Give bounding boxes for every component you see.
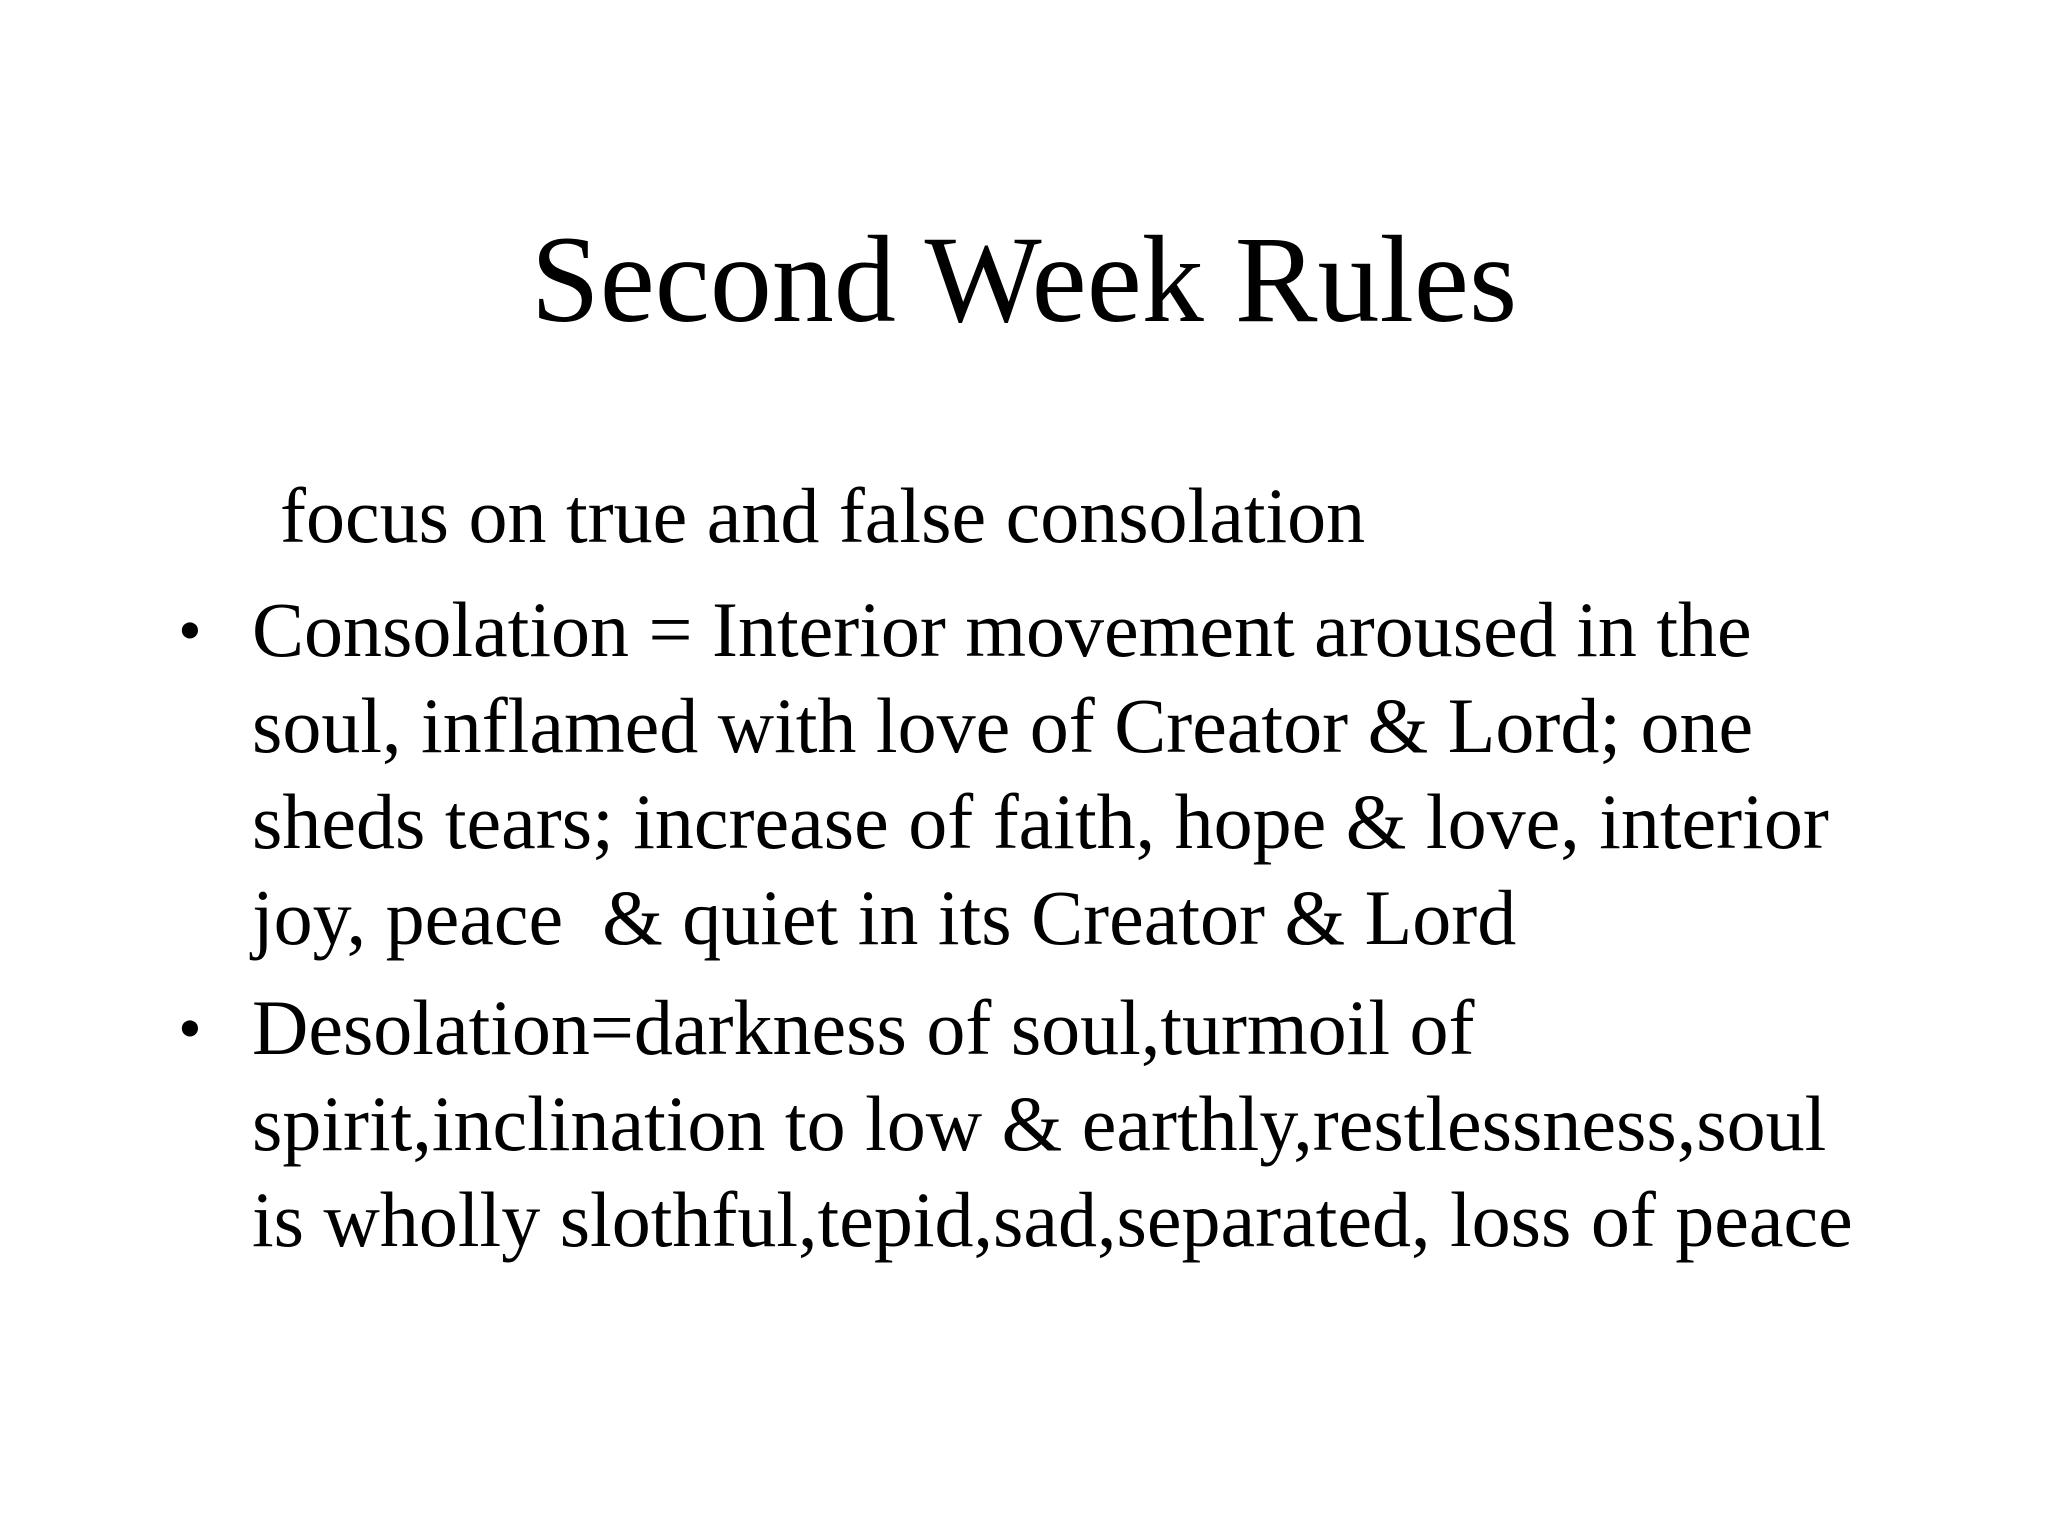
bullet-list [170,582,1890,1268]
bullet-text: Desolation=darkness of soul,turmoil of spirit,inclination to low & earthly,restlessness,soul is wholly slothful,tepid,sad,separated, loss of peace [252,984,1853,1263]
bullet-item-consolation [170,582,1890,966]
slide-title: Second Week Rules [530,211,1518,348]
bullet-marker: • [178,592,202,668]
bullet-item-desolation [170,980,1890,1268]
slide-body [170,468,1890,1282]
intro-text: focus on true and false consolation [280,472,1366,559]
bullet-marker: • [178,990,202,1066]
bullet-text: Consolation = Interior movement aroused in the soul, inflamed with love of Creator & Lord; one sheds tears; increase of faith, hope & love, interior joy, peace & quiet in its Creator & Lord [252,586,1849,961]
